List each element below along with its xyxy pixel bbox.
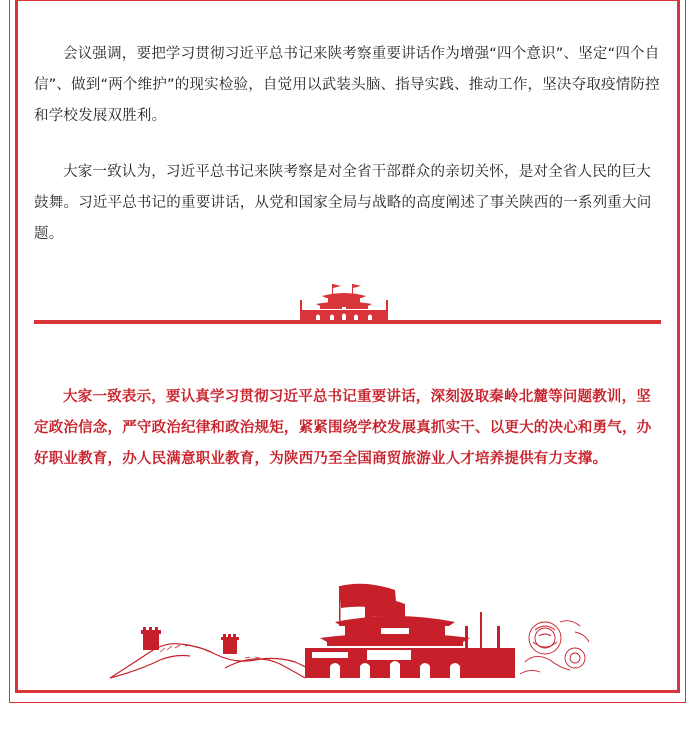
tiananmen-great-wall-illustration [105, 582, 595, 682]
tiananmen-divider-icon [296, 282, 392, 324]
section-divider [34, 320, 661, 324]
paragraph-resolution-emphasis: 大家一致表示，要认真学习贯彻习近平总书记重要讲话，深刻汲取秦岭北麓等问题教训，坚定政治信念，严守政治纪律和政治规矩，紧紧围绕学校发展真抓实干、以更大的决心和勇气，办好职业教育，办人民满意职业教育，为陕西乃至全国商贸旅游业人才培养提供有力支撑。 [34, 389, 652, 467]
paragraph-consensus: 大家一致认为，习近平总书记来陕考察是对全省干部群众的亲切关怀，是对全省人民的巨大鼓舞。习近平总书记的重要讲话，从党和国家全局与战略的高度阐述了事关陕西的一系列重大问题。 [34, 164, 652, 242]
paragraph-meeting-emphasis: 会议强调，要把学习贯彻习近平总书记来陕考察重要讲话作为增强“四个意识”、坚定“四个自信”、做到“两个维护”的现实检验，自觉用以武装头脑、指导实践、推动工作，坚决夺取疫情防控和学校发展双胜利。 [34, 46, 660, 124]
